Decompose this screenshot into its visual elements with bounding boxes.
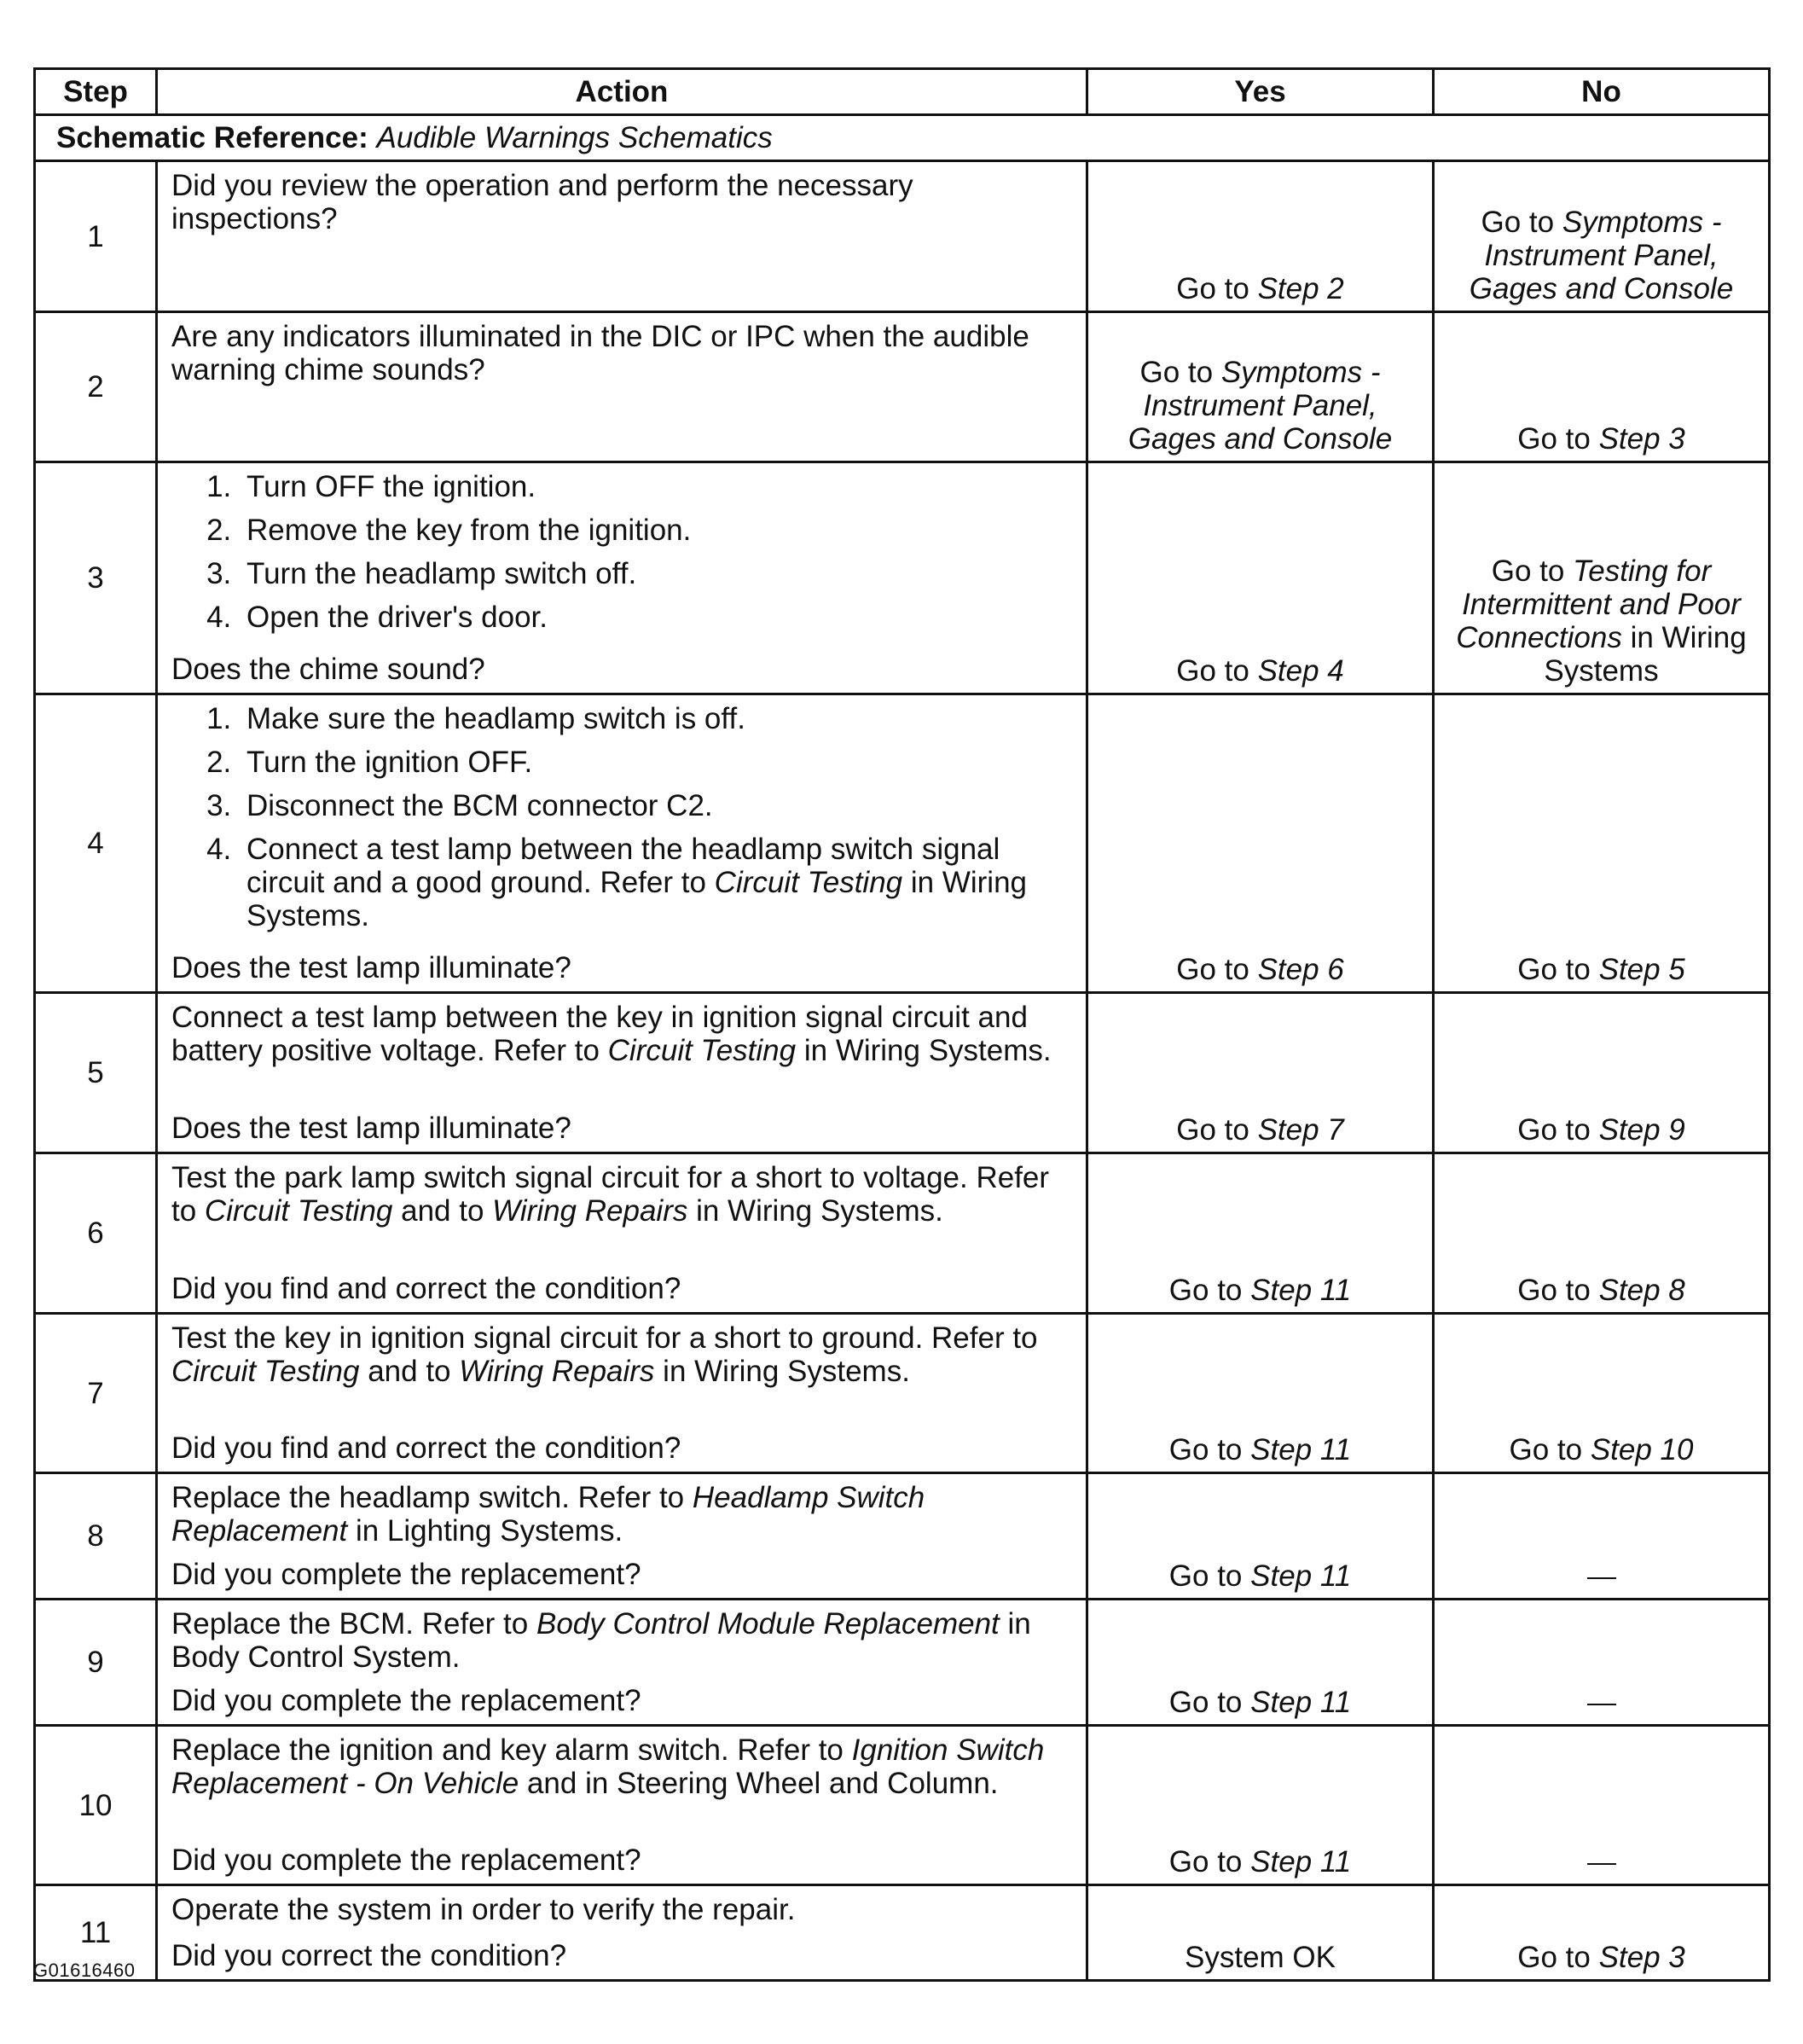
yes-result	[1087, 312, 1434, 462]
no-result	[1434, 1885, 1770, 1981]
text-run: Go to	[1517, 1113, 1599, 1147]
step-number: 9	[35, 1600, 157, 1726]
action-step-item	[240, 470, 1072, 503]
action-step-item	[240, 702, 1072, 735]
yes-result	[1087, 1473, 1434, 1600]
yes-result	[1087, 1600, 1434, 1726]
yes-result	[1087, 1153, 1434, 1314]
text-run: Did you complete the replacement?	[171, 1558, 641, 1591]
text-run: Turn the ignition OFF.	[246, 746, 533, 779]
text-run: Replace the ignition and key alarm switch. Refer to	[171, 1733, 852, 1767]
text-run: Turn OFF the ignition.	[246, 470, 536, 503]
step-number: 8	[35, 1473, 157, 1600]
table-row	[35, 462, 1770, 694]
no-result	[1434, 993, 1770, 1153]
diagnostic-table	[33, 67, 1771, 1982]
text-run: Go to	[1517, 1274, 1599, 1307]
reference-link[interactable]: Circuit Testing	[714, 866, 903, 899]
no-result	[1434, 694, 1770, 993]
action-question	[171, 1684, 1072, 1717]
step-number: 7	[35, 1314, 157, 1473]
action-text	[171, 169, 1072, 235]
text-run: and in Steering Wheel and Column.	[519, 1767, 999, 1800]
action-cell	[157, 1885, 1087, 1981]
text-run: Did you find and correct the condition?	[171, 1431, 681, 1465]
reference-link[interactable]: Step 8	[1598, 1274, 1685, 1307]
action-question	[171, 1112, 1072, 1145]
no-result	[1434, 1726, 1770, 1885]
action-text	[171, 1161, 1072, 1228]
text-run: and to	[392, 1194, 493, 1228]
action-cell	[157, 1314, 1087, 1473]
action-step-item	[240, 514, 1072, 547]
text-run: Go to	[1517, 953, 1599, 986]
reference-link[interactable]: Step 11	[1250, 1274, 1352, 1307]
text-run: Are any indicators illuminated in the DIC or IPC when the audible warning chime sounds?	[171, 320, 1029, 386]
table-row	[35, 312, 1770, 462]
action-text	[171, 1001, 1072, 1067]
text-run: Go to	[1176, 272, 1258, 305]
reference-link[interactable]: Step 2	[1257, 272, 1344, 305]
yes-result	[1087, 161, 1434, 312]
figure-id: G01616460	[33, 1960, 136, 1981]
reference-link[interactable]: Symptoms - Instrument Panel, Gages and Console	[1128, 356, 1393, 456]
yes-result	[1087, 1885, 1434, 1981]
reference-link[interactable]: Step 6	[1257, 953, 1344, 986]
action-question	[171, 1431, 1072, 1465]
text-run: and to	[359, 1355, 460, 1388]
text-run: Go to	[1168, 1274, 1251, 1307]
text-run: Go to	[1168, 1686, 1251, 1719]
not-applicable-dash	[1587, 1704, 1616, 1705]
reference-link[interactable]: Circuit Testing	[171, 1355, 360, 1388]
text-run: Make sure the headlamp switch is off.	[246, 702, 745, 735]
text-run: Did you correct the condition?	[171, 1939, 567, 1972]
yes-result	[1087, 462, 1434, 694]
yes-result	[1087, 1726, 1434, 1885]
action-text	[171, 1481, 1072, 1548]
reference-link[interactable]: Testing for Intermittent and Poor Connections	[1456, 555, 1741, 654]
reference-link[interactable]: Step 11	[1250, 1433, 1352, 1466]
text-run: in Wiring Systems.	[246, 866, 1028, 932]
action-cell	[157, 1600, 1087, 1726]
action-question	[171, 1844, 1072, 1877]
not-applicable-dash	[1587, 1863, 1616, 1865]
reference-link[interactable]: Circuit Testing	[607, 1034, 797, 1067]
text-run: Test the key in ignition signal circuit for a short to ground. Refer to	[171, 1321, 1038, 1355]
reference-link[interactable]: Wiring Repairs	[492, 1194, 688, 1228]
action-step-item	[240, 789, 1072, 822]
step-number: 3	[35, 462, 157, 694]
action-step-item	[240, 601, 1072, 634]
action-question	[171, 1558, 1072, 1591]
action-cell	[157, 694, 1087, 993]
action-question	[171, 1939, 1072, 1972]
header-no: No	[1434, 69, 1770, 115]
text-run: Replace the headlamp switch. Refer to	[171, 1481, 693, 1514]
text-run: Go to	[1509, 1433, 1591, 1466]
step-number: 11	[35, 1885, 157, 1981]
text-run: Did you review the operation and perform the necessary inspections?	[171, 169, 913, 235]
table-row	[35, 161, 1770, 312]
table-row	[35, 1314, 1770, 1473]
table-row	[35, 1153, 1770, 1314]
reference-link[interactable]: Step 3	[1598, 422, 1685, 456]
action-step-item	[240, 833, 1072, 932]
text-run: Operate the system in order to verify the repair.	[171, 1893, 796, 1926]
text-run: Disconnect the BCM connector C2.	[246, 789, 713, 822]
reference-link[interactable]: Step 7	[1257, 1113, 1344, 1147]
header-yes: Yes	[1087, 69, 1434, 115]
action-cell	[157, 1726, 1087, 1885]
step-number: 1	[35, 161, 157, 312]
text-run: Go to	[1176, 654, 1258, 688]
table-header-row	[35, 69, 1770, 115]
action-text	[171, 1607, 1072, 1674]
text-run: Go to	[1176, 1113, 1258, 1147]
reference-link[interactable]: Ignition Switch Replacement - On Vehicle	[171, 1733, 1045, 1800]
reference-link[interactable]: Step 10	[1590, 1433, 1694, 1466]
reference-link[interactable]: Step 3	[1598, 1941, 1685, 1974]
text-run: Did you complete the replacement?	[171, 1684, 641, 1717]
text-run: Open the driver's door.	[246, 601, 548, 634]
text-run: in Wiring Systems	[1544, 621, 1747, 688]
reference-link[interactable]: Body Control Module Replacement	[536, 1607, 1000, 1640]
header-step: Step	[35, 69, 157, 115]
table-row	[35, 1473, 1770, 1600]
text-run: Remove the key from the ignition.	[246, 514, 692, 547]
reference-link[interactable]: Step 11	[1250, 1686, 1352, 1719]
text-run: System OK	[1185, 1941, 1336, 1974]
action-text	[171, 1733, 1072, 1800]
action-cell	[157, 462, 1087, 694]
text-run: Does the test lamp illuminate?	[171, 1112, 571, 1145]
action-text	[171, 1321, 1072, 1388]
text-run: Does the test lamp illuminate?	[171, 951, 571, 984]
no-result	[1434, 1473, 1770, 1600]
text-run: Go to	[1481, 206, 1562, 239]
text-run: Replace the BCM. Refer to	[171, 1607, 536, 1640]
text-run: Go to	[1139, 356, 1221, 389]
action-question	[171, 653, 1072, 686]
text-run: Connect a test lamp between the headlamp switch signal circuit and a good ground. Refer to	[246, 833, 1000, 899]
text-run: Does the chime sound?	[171, 653, 485, 686]
action-cell	[157, 1153, 1087, 1314]
action-question	[171, 1272, 1072, 1305]
text-run: Go to	[1491, 555, 1574, 588]
schematic-reference-link[interactable]: Audible Warnings Schematics	[376, 121, 773, 154]
action-cell	[157, 312, 1087, 462]
text-run: in Wiring Systems.	[654, 1355, 910, 1388]
reference-link[interactable]: Step 5	[1598, 953, 1685, 986]
action-step-item	[240, 746, 1072, 779]
schematic-reference-row	[35, 115, 1770, 161]
text-run: Go to	[1168, 1845, 1251, 1879]
text-run: Did you find and correct the condition?	[171, 1272, 681, 1305]
action-cell	[157, 1473, 1087, 1600]
step-number: 2	[35, 312, 157, 462]
reference-link[interactable]: Step 4	[1257, 654, 1344, 688]
reference-link[interactable]: Headlamp Switch Replacement	[171, 1481, 925, 1548]
reference-link[interactable]: Step 11	[1250, 1845, 1352, 1879]
text-run: in Wiring Systems.	[796, 1034, 1052, 1067]
action-step-item	[240, 557, 1072, 590]
reference-link[interactable]: Symptoms - Instrument Panel, Gages and Console	[1469, 206, 1734, 305]
no-result	[1434, 462, 1770, 694]
table-row	[35, 1600, 1770, 1726]
text-run: Did you complete the replacement?	[171, 1844, 641, 1877]
yes-result	[1087, 993, 1434, 1153]
text-run: Go to	[1517, 422, 1599, 456]
table-row	[35, 694, 1770, 993]
text-run: Go to	[1176, 953, 1258, 986]
reference-link[interactable]: Step 11	[1250, 1559, 1352, 1593]
action-cell	[157, 993, 1087, 1153]
reference-link[interactable]: Wiring Repairs	[459, 1355, 655, 1388]
no-result	[1434, 1600, 1770, 1726]
schematic-reference-label: Schematic Reference:	[56, 121, 368, 154]
action-question	[171, 951, 1072, 984]
text-run: in Lighting Systems.	[347, 1514, 623, 1548]
action-steps-list	[171, 702, 1072, 932]
step-number: 6	[35, 1153, 157, 1314]
text-run: Test the park lamp switch signal circuit for a short to voltage. Refer to	[171, 1161, 1050, 1228]
action-cell	[157, 161, 1087, 312]
header-action: Action	[157, 69, 1087, 115]
no-result	[1434, 1314, 1770, 1473]
action-steps-list	[171, 470, 1072, 634]
reference-link[interactable]: Circuit Testing	[204, 1194, 393, 1228]
text-run: in Wiring Systems.	[687, 1194, 943, 1228]
text-run: in Body Control System.	[171, 1607, 1031, 1674]
text-run: Go to	[1168, 1559, 1251, 1593]
table-row	[35, 1726, 1770, 1885]
text-run: Go to	[1517, 1941, 1599, 1974]
no-result	[1434, 1153, 1770, 1314]
no-result	[1434, 312, 1770, 462]
reference-link[interactable]: Step 9	[1598, 1113, 1685, 1147]
table-row	[35, 993, 1770, 1153]
not-applicable-dash	[1587, 1577, 1616, 1579]
text-run: Go to	[1168, 1433, 1251, 1466]
yes-result	[1087, 694, 1434, 993]
step-number: 10	[35, 1726, 157, 1885]
action-text	[171, 320, 1072, 386]
table-row	[35, 1885, 1770, 1981]
text-run: Turn the headlamp switch off.	[246, 557, 637, 590]
step-number: 5	[35, 993, 157, 1153]
action-text	[171, 1893, 1072, 1926]
yes-result	[1087, 1314, 1434, 1473]
no-result	[1434, 161, 1770, 312]
schematic-reference	[35, 115, 1770, 161]
text-run: Connect a test lamp between the key in ignition signal circuit and battery positive voltage. Refer to	[171, 1001, 1028, 1067]
step-number: 4	[35, 694, 157, 993]
